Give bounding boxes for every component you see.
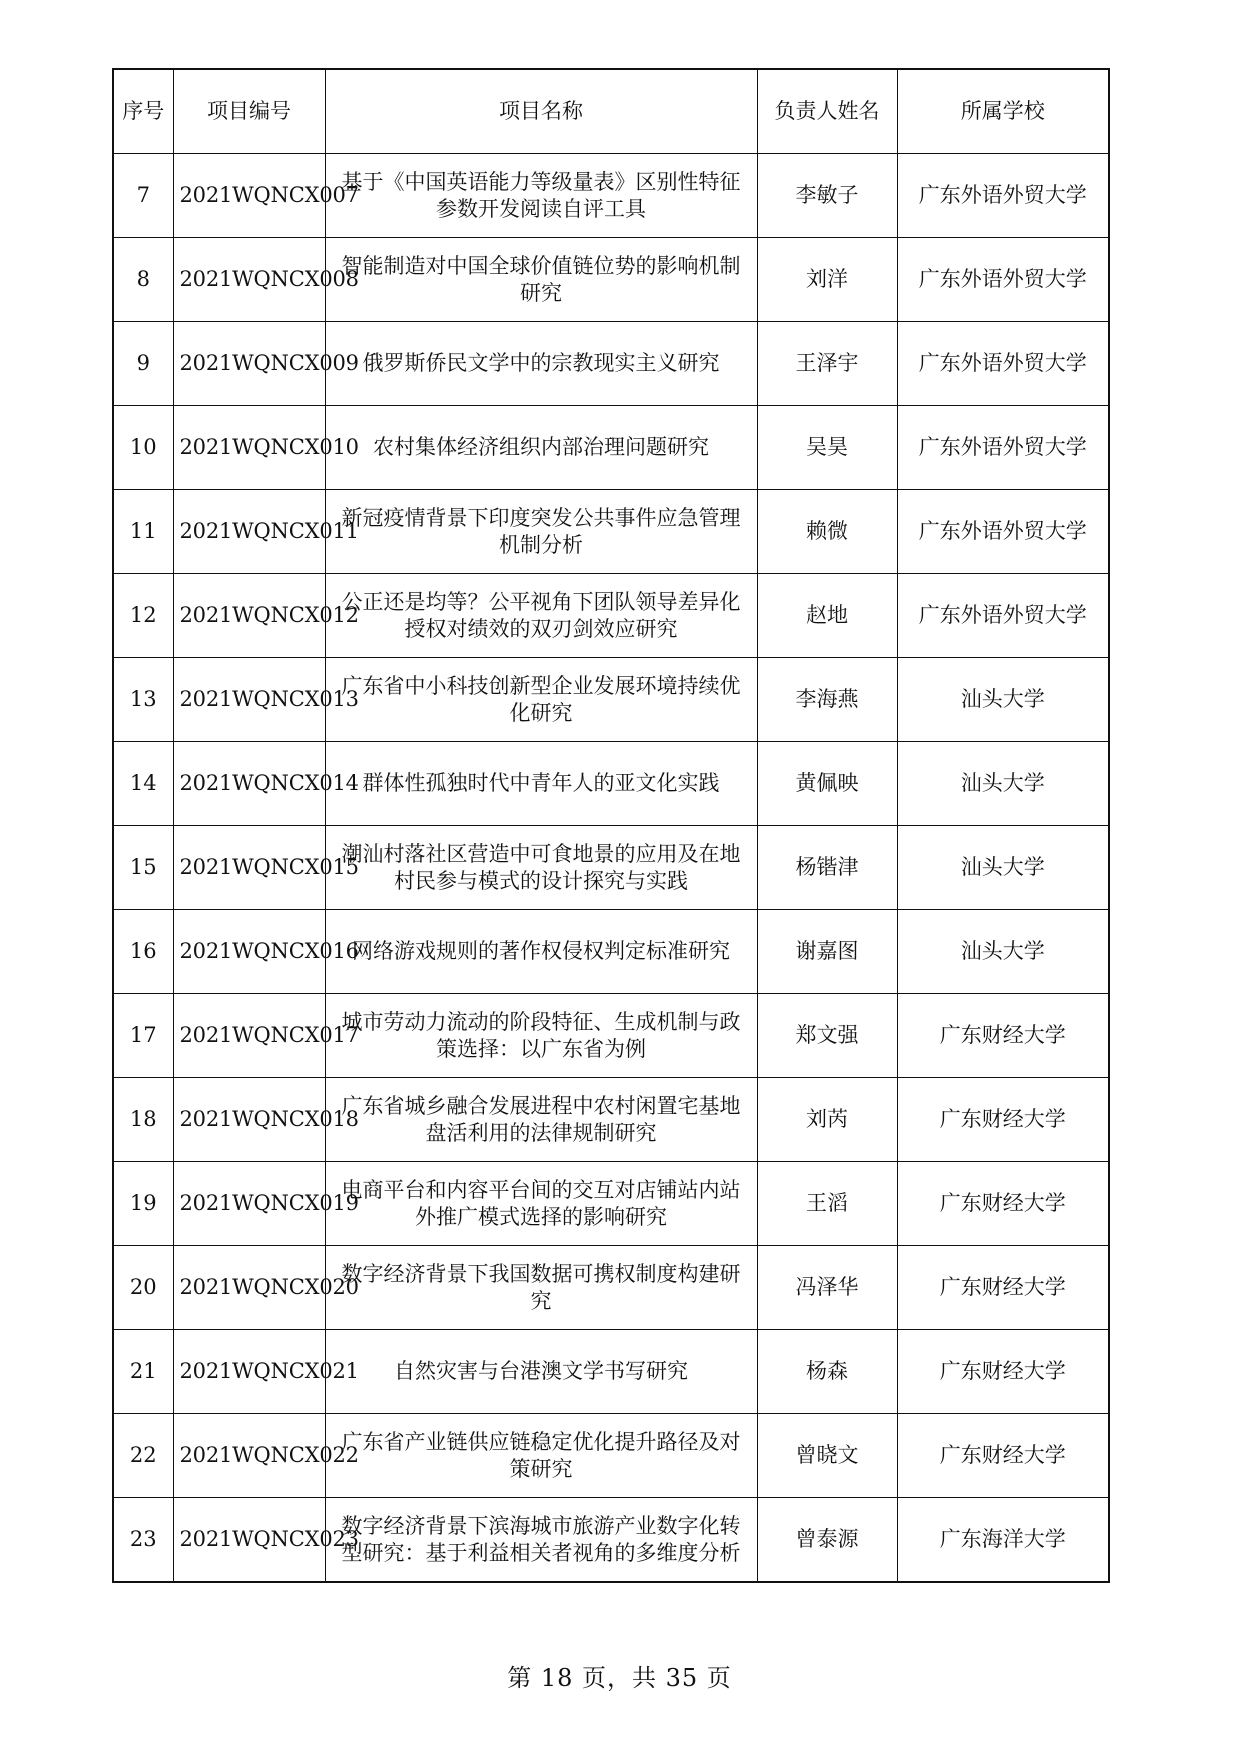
cell-leader-name: 李海燕 xyxy=(757,658,897,742)
cell-leader-name: 杨森 xyxy=(757,1330,897,1414)
cell-project-code: 2021WQNCX015 xyxy=(173,826,325,910)
cell-project-name: 广东省城乡融合发展进程中农村闲置宅基地盘活利用的法律规制研究 xyxy=(325,1078,757,1162)
header-project-name: 项目名称 xyxy=(325,69,757,154)
cell-project-name: 俄罗斯侨民文学中的宗教现实主义研究 xyxy=(325,322,757,406)
cell-serial-number: 7 xyxy=(113,154,173,238)
cell-serial-number: 19 xyxy=(113,1162,173,1246)
cell-project-name: 基于《中国英语能力等级量表》区别性特征参数开发阅读自评工具 xyxy=(325,154,757,238)
cell-serial-number: 14 xyxy=(113,742,173,826)
cell-project-code: 2021WQNCX008 xyxy=(173,238,325,322)
cell-serial-number: 10 xyxy=(113,406,173,490)
table-row xyxy=(113,574,1109,658)
cell-project-code: 2021WQNCX007 xyxy=(173,154,325,238)
cell-school: 广东财经大学 xyxy=(897,1330,1109,1414)
cell-project-code: 2021WQNCX018 xyxy=(173,1078,325,1162)
cell-serial-number: 22 xyxy=(113,1414,173,1498)
cell-school: 汕头大学 xyxy=(897,742,1109,826)
cell-school: 广东财经大学 xyxy=(897,1246,1109,1330)
cell-serial-number: 9 xyxy=(113,322,173,406)
cell-project-code: 2021WQNCX020 xyxy=(173,1246,325,1330)
cell-school: 广东财经大学 xyxy=(897,1414,1109,1498)
cell-project-name: 自然灾害与台港澳文学书写研究 xyxy=(325,1330,757,1414)
cell-leader-name: 曾泰源 xyxy=(757,1498,897,1583)
cell-school: 广东外语外贸大学 xyxy=(897,238,1109,322)
cell-school: 广东财经大学 xyxy=(897,1162,1109,1246)
cell-school: 广东外语外贸大学 xyxy=(897,490,1109,574)
table-row xyxy=(113,1414,1109,1498)
cell-serial-number: 8 xyxy=(113,238,173,322)
cell-project-code: 2021WQNCX013 xyxy=(173,658,325,742)
cell-leader-name: 李敏子 xyxy=(757,154,897,238)
table-row xyxy=(113,1498,1109,1583)
table-row xyxy=(113,826,1109,910)
cell-serial-number: 12 xyxy=(113,574,173,658)
cell-project-code: 2021WQNCX011 xyxy=(173,490,325,574)
table-row xyxy=(113,490,1109,574)
cell-school: 广东财经大学 xyxy=(897,1078,1109,1162)
cell-school: 汕头大学 xyxy=(897,910,1109,994)
cell-project-code: 2021WQNCX019 xyxy=(173,1162,325,1246)
cell-school: 广东外语外贸大学 xyxy=(897,154,1109,238)
cell-school: 汕头大学 xyxy=(897,826,1109,910)
cell-leader-name: 谢嘉图 xyxy=(757,910,897,994)
cell-project-code: 2021WQNCX016 xyxy=(173,910,325,994)
project-table xyxy=(112,68,1110,1583)
cell-project-name: 潮汕村落社区营造中可食地景的应用及在地村民参与模式的设计探究与实践 xyxy=(325,826,757,910)
cell-project-name: 公正还是均等？公平视角下团队领导差异化授权对绩效的双刃剑效应研究 xyxy=(325,574,757,658)
header-project-code: 项目编号 xyxy=(173,69,325,154)
cell-project-code: 2021WQNCX021 xyxy=(173,1330,325,1414)
table-row xyxy=(113,1246,1109,1330)
cell-school: 广东海洋大学 xyxy=(897,1498,1109,1583)
cell-project-code: 2021WQNCX022 xyxy=(173,1414,325,1498)
cell-project-name: 群体性孤独时代中青年人的亚文化实践 xyxy=(325,742,757,826)
cell-project-code: 2021WQNCX010 xyxy=(173,406,325,490)
cell-school: 汕头大学 xyxy=(897,658,1109,742)
cell-project-name: 新冠疫情背景下印度突发公共事件应急管理机制分析 xyxy=(325,490,757,574)
cell-project-name: 农村集体经济组织内部治理问题研究 xyxy=(325,406,757,490)
cell-project-code: 2021WQNCX017 xyxy=(173,994,325,1078)
table-row xyxy=(113,1330,1109,1414)
table-row xyxy=(113,910,1109,994)
header-leader-name: 负责人姓名 xyxy=(757,69,897,154)
header-serial-number: 序号 xyxy=(113,69,173,154)
table-row xyxy=(113,322,1109,406)
cell-leader-name: 冯泽华 xyxy=(757,1246,897,1330)
cell-serial-number: 16 xyxy=(113,910,173,994)
cell-leader-name: 曾晓文 xyxy=(757,1414,897,1498)
cell-project-code: 2021WQNCX012 xyxy=(173,574,325,658)
cell-serial-number: 11 xyxy=(113,490,173,574)
cell-project-name: 城市劳动力流动的阶段特征、生成机制与政策选择：以广东省为例 xyxy=(325,994,757,1078)
table-row xyxy=(113,994,1109,1078)
cell-serial-number: 15 xyxy=(113,826,173,910)
cell-leader-name: 杨锴津 xyxy=(757,826,897,910)
cell-school: 广东外语外贸大学 xyxy=(897,406,1109,490)
page-number-footer: 第 18 页，共 35 页 xyxy=(507,1664,732,1692)
cell-serial-number: 23 xyxy=(113,1498,173,1583)
cell-leader-name: 赵地 xyxy=(757,574,897,658)
header-school: 所属学校 xyxy=(897,69,1109,154)
cell-leader-name: 王泽宇 xyxy=(757,322,897,406)
cell-leader-name: 刘洋 xyxy=(757,238,897,322)
cell-serial-number: 21 xyxy=(113,1330,173,1414)
table-row xyxy=(113,1162,1109,1246)
cell-leader-name: 赖微 xyxy=(757,490,897,574)
cell-leader-name: 吴昊 xyxy=(757,406,897,490)
cell-project-name: 电商平台和内容平台间的交互对店铺站内站外推广模式选择的影响研究 xyxy=(325,1162,757,1246)
cell-school: 广东外语外贸大学 xyxy=(897,322,1109,406)
cell-school: 广东财经大学 xyxy=(897,994,1109,1078)
table-row xyxy=(113,742,1109,826)
cell-project-name: 广东省中小科技创新型企业发展环境持续优化研究 xyxy=(325,658,757,742)
cell-leader-name: 黄佩映 xyxy=(757,742,897,826)
cell-project-name: 数字经济背景下滨海城市旅游产业数字化转型研究：基于利益相关者视角的多维度分析 xyxy=(325,1498,757,1583)
cell-project-code: 2021WQNCX014 xyxy=(173,742,325,826)
cell-serial-number: 18 xyxy=(113,1078,173,1162)
cell-project-name: 数字经济背景下我国数据可携权制度构建研究 xyxy=(325,1246,757,1330)
cell-project-name: 网络游戏规则的著作权侵权判定标准研究 xyxy=(325,910,757,994)
table-header-row xyxy=(113,69,1109,154)
cell-project-name: 智能制造对中国全球价值链位势的影响机制研究 xyxy=(325,238,757,322)
cell-leader-name: 王滔 xyxy=(757,1162,897,1246)
table-row xyxy=(113,658,1109,742)
cell-project-code: 2021WQNCX023 xyxy=(173,1498,325,1583)
table-row xyxy=(113,406,1109,490)
table-row xyxy=(113,238,1109,322)
cell-project-name: 广东省产业链供应链稳定优化提升路径及对策研究 xyxy=(325,1414,757,1498)
cell-serial-number: 13 xyxy=(113,658,173,742)
cell-project-code: 2021WQNCX009 xyxy=(173,322,325,406)
table-row xyxy=(113,1078,1109,1162)
cell-leader-name: 刘芮 xyxy=(757,1078,897,1162)
cell-serial-number: 17 xyxy=(113,994,173,1078)
cell-school: 广东外语外贸大学 xyxy=(897,574,1109,658)
cell-leader-name: 郑文强 xyxy=(757,994,897,1078)
cell-serial-number: 20 xyxy=(113,1246,173,1330)
table-row xyxy=(113,154,1109,238)
